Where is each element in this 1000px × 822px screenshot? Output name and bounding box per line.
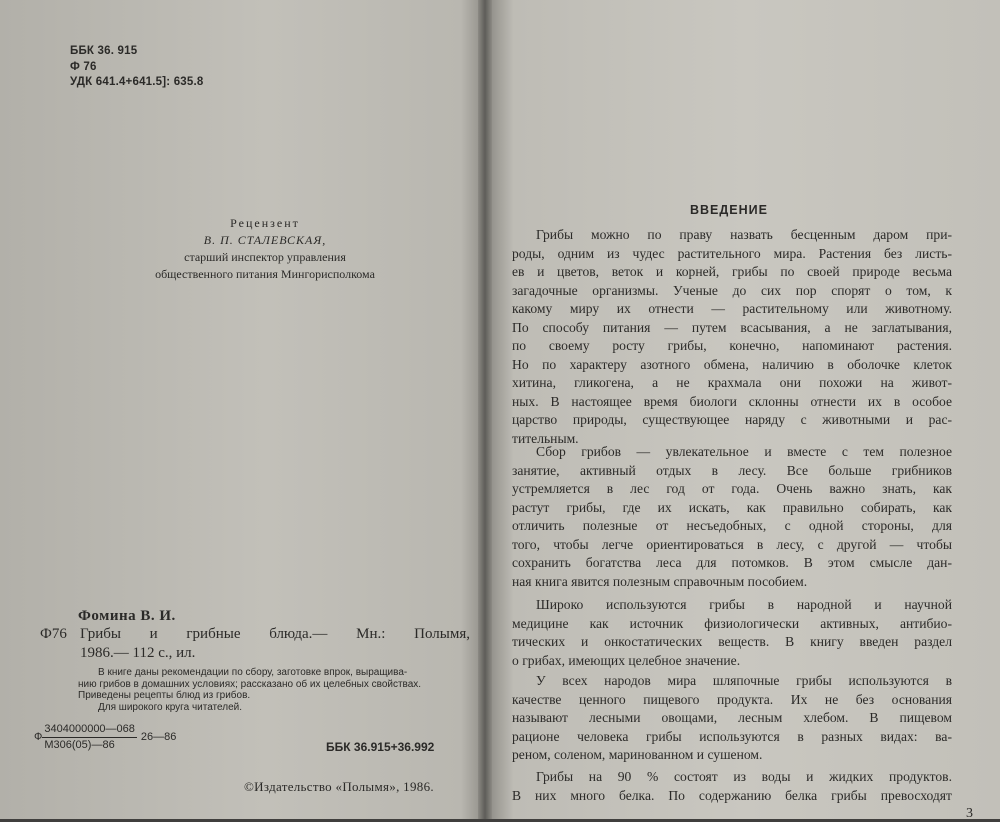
text-line: Широко используются грибы в народной и научной bbox=[536, 597, 952, 612]
text-line: по своему росту грибы, конечно, напоминают растения. bbox=[512, 338, 952, 353]
text-line: занятие, активный отдых в лесу. Все больше грибников bbox=[512, 462, 952, 478]
f-code: Ф 76 bbox=[70, 60, 97, 73]
annotation-line: нию грибов в домашних условиях; рассказано об их целебных свойствах. bbox=[78, 678, 422, 690]
isbn-year: 26—86 bbox=[140, 731, 177, 743]
paragraph-5 bbox=[512, 768, 952, 805]
text-line: хитина, гликогена, а не крахмала они похожи на живот- bbox=[512, 375, 952, 390]
paragraph-1 bbox=[512, 226, 952, 448]
paragraph-2 bbox=[512, 443, 952, 591]
isbn-numerator: 3404000000—068 bbox=[42, 722, 137, 738]
text-line: отличить полезные от несъедобных, с одной стороны, для bbox=[512, 518, 952, 533]
isbn-letter: Ф bbox=[34, 731, 43, 743]
text-line: того, чтобы легче ориентироваться в лесу, с другой — чтобы bbox=[512, 536, 952, 552]
text-line: По способу питания — путем всасывания, а не заглатывания, bbox=[512, 319, 952, 335]
copyright-line: ©Издательство «Полымя», 1986. bbox=[244, 779, 434, 794]
catalog-line-1: Грибы и грибные блюда.— Мн.: Полымя, bbox=[80, 626, 470, 642]
annotation bbox=[78, 667, 470, 713]
text-line: реном, соленом, маринованном и сушеном. bbox=[512, 747, 763, 762]
annotation-line: Для широкого круга читателей. bbox=[98, 701, 243, 713]
catalog-row-2 bbox=[40, 644, 470, 663]
text-line: тительным. bbox=[512, 430, 579, 446]
paragraph-4 bbox=[512, 672, 952, 765]
catalog-row-1 bbox=[40, 625, 470, 644]
text-line: рационе человека грибы используются в разных видах: ва- bbox=[512, 728, 952, 744]
text-line: сохранить богатства леса для потомков. В этом смысле дан- bbox=[512, 555, 952, 570]
bbk-bottom: ББК 36.915+36.992 bbox=[326, 740, 435, 754]
page-number: 3 bbox=[966, 806, 973, 821]
text-line: о грибах, имеющих целебное значение. bbox=[512, 652, 741, 668]
text-line: Грибы можно по праву назвать бесценным даром при- bbox=[536, 227, 952, 242]
text-line: устремляется в лес год от года. Очень важно знать, как bbox=[512, 481, 952, 496]
text-line: ев и цветов, веток и корней, грибы по своей природе весьма bbox=[512, 264, 952, 279]
annotation-line: В книге даны рекомендации по сбору, заготовке впрок, выращива- bbox=[98, 667, 408, 678]
reviewer-label: Рецензент bbox=[230, 216, 300, 230]
text-line: растут грибы, где их искать, как правильно собирать, как bbox=[512, 499, 952, 515]
text-line: Сбор грибов — увлекательное и вместе с тем полезное bbox=[536, 444, 952, 459]
reviewer-block bbox=[130, 215, 400, 283]
text-line: загадочные организмы. Ученые до сих пор спорят о том, к bbox=[512, 282, 952, 298]
bibliographic-record bbox=[40, 608, 470, 713]
reviewer-position-line-1: старший инспектор управления bbox=[184, 250, 346, 264]
catalog-line-2: 1986.— 112 с., ил. bbox=[80, 645, 196, 661]
text-line: ных. В настоящее время биологи склонны отнести их в особое bbox=[512, 393, 952, 409]
chapter-title: ВВЕДЕНИЕ bbox=[690, 203, 768, 217]
catalog-code: Ф76 bbox=[40, 626, 67, 642]
text-line: называют лесными овощами, лесным хлебом. В пищевом bbox=[512, 710, 952, 725]
text-line: Но по характеру азотного обмена, наличию в оболочке клеток bbox=[512, 356, 952, 372]
text-line: В них много белка. По содержанию белка грибы превосходят bbox=[512, 787, 952, 803]
author-name: Фомина В. И. bbox=[78, 608, 176, 624]
reviewer-position-line-2: общественного питания Мингорисполкома bbox=[155, 267, 375, 281]
bbk-code: ББК 36. 915 bbox=[70, 45, 138, 57]
annotation-line: Приведены рецепты блюд из грибов. bbox=[78, 690, 251, 701]
paragraph-3 bbox=[512, 596, 952, 670]
reviewer-name: В. П. СТАЛЕВСКАЯ, bbox=[203, 233, 327, 247]
text-line: У всех народов мира шляпочные грибы используются в bbox=[536, 673, 952, 688]
text-line: тических и онкостатических веществ. В книгу введен раздел bbox=[512, 634, 952, 649]
book-spine bbox=[478, 0, 492, 819]
text-line: роды, одним из чудес растительного мира. Растения без листь- bbox=[512, 245, 952, 261]
text-line: ная книга явится полезным справочным пособием. bbox=[512, 573, 808, 589]
isbn-fraction bbox=[34, 722, 176, 753]
text-line: царство природы, существующее наряду с животными и рас- bbox=[512, 412, 952, 427]
text-line: качестве ценного пищевого продукта. Их не без основания bbox=[512, 691, 952, 707]
text-line: какому миру их отнести — растительному или животному. bbox=[512, 301, 952, 316]
udk-code: УДК 641.4+641.5]: 635.8 bbox=[70, 76, 204, 88]
text-line: Грибы на 90 % состоят из воды и жидких продуктов. bbox=[536, 769, 952, 784]
text-line: медицине как источник физиологически активных, антибио- bbox=[512, 615, 952, 631]
classification-codes bbox=[70, 44, 203, 91]
isbn-denominator: М306(05)—86 bbox=[44, 739, 115, 751]
